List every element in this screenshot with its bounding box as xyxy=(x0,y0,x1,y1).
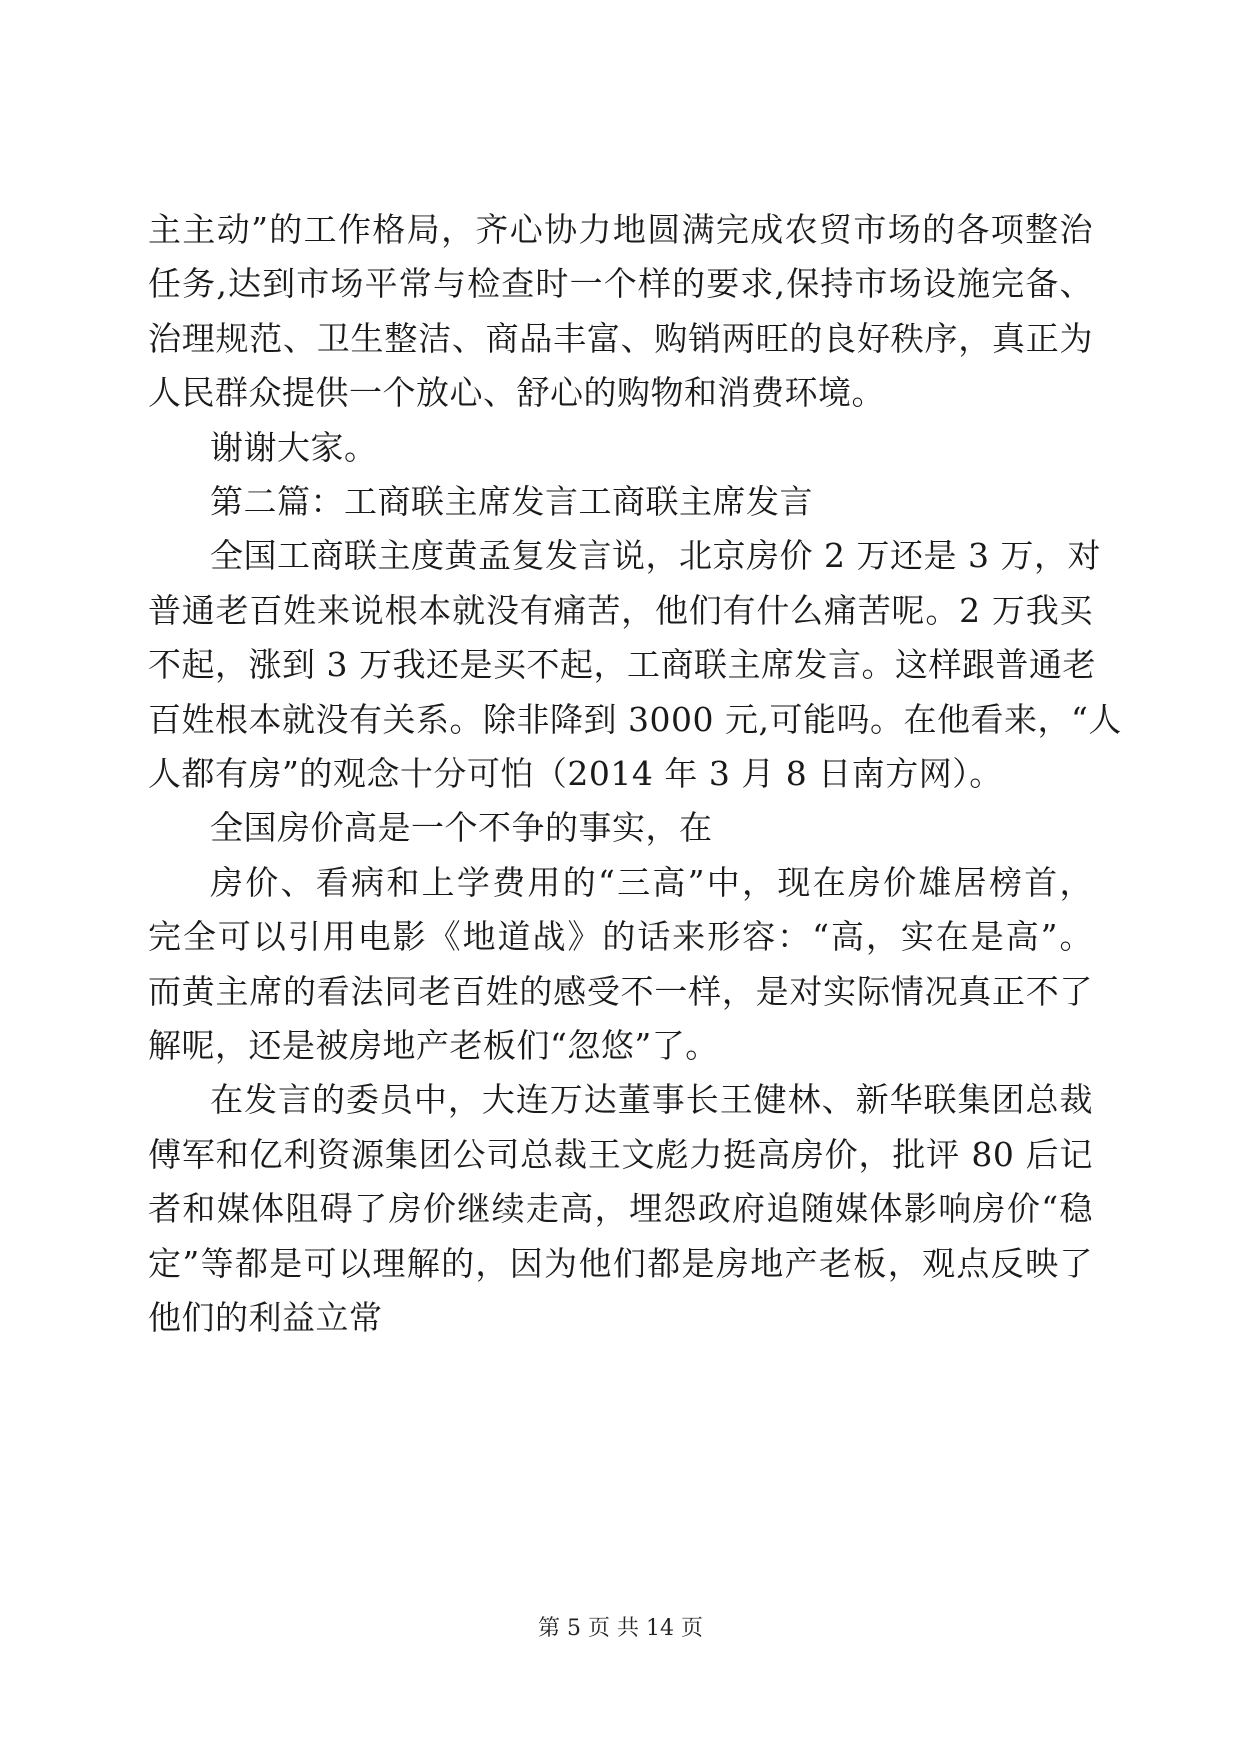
body-line: 人都有房”的观念十分可怕（2014 年 3 月 8 日南方网）。 xyxy=(148,754,1003,793)
body-line: 全国工商联主度黄孟复发言说，北京房价 2 万还是 3 万，对 xyxy=(210,536,1101,575)
page-number-footer: 第 5 页 共 14 页 xyxy=(538,1616,703,1641)
body-line: 不起，涨到 3 万我还是买不起，工商联主席发言。这样跟普通老 xyxy=(148,645,1096,684)
body-line: 他们的利益立常 xyxy=(148,1298,383,1337)
body-line: 普通老百姓来说根本就没有痛苦，他们有什么痛苦呢。2 万我买 xyxy=(148,591,1093,630)
body-line: 第二篇：工商联主席发言工商联主席发言 xyxy=(210,482,813,521)
body-line: 完全可以引用电影《地道战》的话来形容：“高，实在是高”。 xyxy=(148,917,1093,956)
body-line: 傅军和亿利资源集团公司总裁王文彪力挺高房价，批评 80 后记 xyxy=(148,1135,1093,1174)
body-line: 在发言的委员中，大连万达董事长王健林、新华联集团总裁 xyxy=(210,1080,1093,1119)
body-line: 解呢，还是被房地产老板们“忽悠”了。 xyxy=(148,1026,719,1065)
body-line: 而黄主席的看法同老百姓的感受不一样，是对实际情况真正不了 xyxy=(148,972,1093,1011)
body-line: 主主动”的工作格局，齐心协力地圆满完成农贸市场的各项整治 xyxy=(148,210,1093,249)
body-line: 人民群众提供一个放心、舒心的购物和消费环境。 xyxy=(148,373,885,412)
body-line: 治理规范、卫生整洁、商品丰富、购销两旺的良好秩序，真正为 xyxy=(148,319,1093,358)
body-line: 谢谢大家。 xyxy=(210,428,378,467)
body-line: 者和媒体阻碍了房价继续走高，埋怨政府追随媒体影响房价“稳 xyxy=(148,1189,1093,1228)
body-line: 定”等都是可以理解的，因为他们都是房地产老板，观点反映了 xyxy=(148,1244,1093,1283)
body-line: 百姓根本就没有关系。除非降到 3000 元,可能吗。在他看来，“人 xyxy=(148,700,1122,739)
body-line: 全国房价高是一个不争的事实，在 xyxy=(210,808,713,847)
body-line: 房价、看病和上学费用的“三高”中，现在房价雄居榜首， xyxy=(210,863,1093,902)
body-line: 任务,达到市场平常与检查时一个样的要求,保持市场设施完备、 xyxy=(148,264,1093,303)
